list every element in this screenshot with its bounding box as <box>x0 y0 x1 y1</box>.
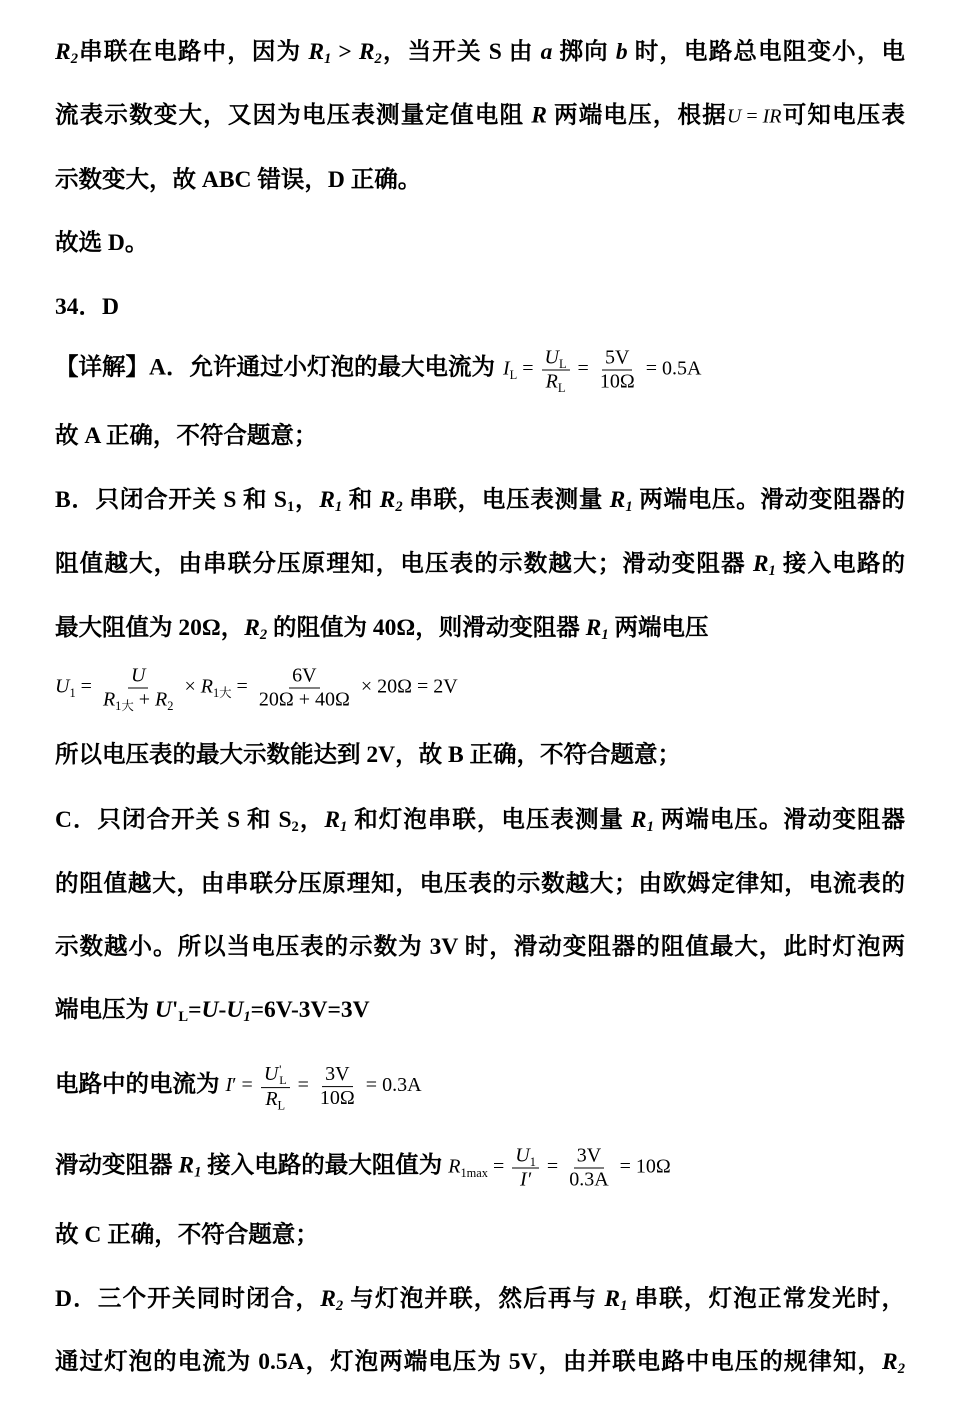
fraction <box>512 1145 539 1192</box>
variable-r: R <box>379 487 396 513</box>
operator: = <box>619 1155 631 1178</box>
text-segment: ， <box>298 807 325 833</box>
formula-max-resistance <box>448 1144 671 1191</box>
text-segment: 滑动变阻器 <box>55 1152 179 1179</box>
prime-mark: ' <box>279 1062 282 1077</box>
fraction <box>100 665 177 712</box>
operator: = <box>522 357 534 380</box>
variable-r: R <box>320 1286 336 1312</box>
operator: = <box>80 675 92 698</box>
text-segment: 两端电压，根据 <box>546 102 727 129</box>
operator: × <box>184 675 196 698</box>
variable-r: R <box>244 615 260 641</box>
text-segment: 端电压为 <box>55 997 155 1023</box>
subscript: 2 <box>167 698 174 713</box>
fraction <box>542 347 570 394</box>
subscript: 1 <box>324 51 332 68</box>
fraction-numerator <box>128 665 148 689</box>
text-segment: ，当开关 S 由 <box>381 39 541 65</box>
text-line-6 <box>55 347 905 394</box>
variable-r: R <box>55 39 71 65</box>
variable-b: b <box>615 39 628 65</box>
text-segment: D．三个开关同时闭合， <box>55 1286 321 1312</box>
fraction-numerator <box>542 347 570 371</box>
operator: = <box>297 1074 309 1097</box>
fraction-denominator <box>543 371 569 394</box>
prime-mark: ' <box>171 997 179 1023</box>
text-line-3 <box>55 164 905 196</box>
subscript: 1 <box>768 563 776 580</box>
fraction-numerator: 5V <box>602 347 632 371</box>
result-value: 0.5A <box>661 357 702 380</box>
subscript: 1 <box>646 819 654 836</box>
subscript: 2 <box>259 627 268 644</box>
variable-r: R <box>585 615 602 641</box>
fraction-denominator: 10Ω <box>319 1087 355 1110</box>
fraction <box>566 1145 611 1192</box>
fraction-denominator <box>262 1088 288 1111</box>
fraction <box>597 347 638 394</box>
subscript: L <box>557 380 566 395</box>
variable-r: R <box>545 370 558 393</box>
variable-r: R <box>630 807 647 833</box>
text-segment: 电路中的电流为 <box>55 1071 220 1098</box>
variable-r: R <box>358 39 375 65</box>
variable-r: R <box>882 1349 898 1375</box>
text-segment: 故 A 正确，不符合题意； <box>55 423 318 449</box>
operator: - <box>218 997 227 1023</box>
operator: = <box>241 1074 253 1097</box>
text-segment: 最大阻值为 20Ω， <box>55 615 245 641</box>
text-segment: 时，电路总电阻变小，电 <box>627 39 906 65</box>
result-value: 2V <box>433 675 458 698</box>
fraction-numerator: 3V <box>322 1063 352 1087</box>
text-segment: 示数越小。所以当电压表的示数为 3V 时，滑动变阻器的阻值最大，此时灯泡两 <box>55 934 905 960</box>
text-line-21 <box>55 1346 905 1378</box>
text-segment: 接入电路的最大阻值为 <box>201 1152 443 1179</box>
text-segment: 流表示数变大，又因为电压表测量定值电阻 <box>55 102 532 129</box>
text-line-1 <box>55 36 905 68</box>
text-segment: 串联在电路中，因为 <box>77 39 309 65</box>
result-value: 10Ω <box>635 1155 671 1178</box>
subscript: 2 <box>395 499 403 516</box>
text-segment: 接入电路的 <box>775 551 906 577</box>
formula-value: 20Ω <box>377 675 412 698</box>
variable-u: U <box>544 346 559 369</box>
text-segment: C．只闭合开关 S 和 S <box>55 807 292 833</box>
variable-r: R <box>324 807 341 833</box>
subscript: 2 <box>291 819 299 836</box>
text-segment: 所以电压表的最大示数能达到 2V，故 B 正确，不符合题意； <box>55 742 682 768</box>
result-value: 0.3A <box>382 1074 422 1097</box>
subscript: 1 <box>194 1164 202 1181</box>
text-segment: ， <box>294 487 320 513</box>
text-segment: 串联，灯泡正常发光时， <box>627 1286 906 1312</box>
text-line-14 <box>55 868 905 900</box>
variable-ir: IR <box>762 105 782 128</box>
subscript: L <box>178 1009 189 1026</box>
subscript: L <box>277 1098 286 1113</box>
text-line-7 <box>55 420 905 452</box>
subscript: 2 <box>897 1361 905 1378</box>
fraction-numerator: 3V <box>574 1145 604 1169</box>
subscript: 1大 <box>115 698 134 713</box>
subscript: 1 <box>286 499 295 516</box>
variable-r: R <box>178 1152 195 1179</box>
variable-r: R <box>319 487 335 513</box>
text-segment: B．只闭合开关 S 和 S <box>55 487 287 513</box>
variable-u: U <box>263 1063 279 1086</box>
fraction-denominator: 10Ω <box>599 370 635 393</box>
variable-u: U <box>55 675 70 698</box>
subscript: 1 <box>529 1154 536 1169</box>
text-segment: 阻值越大，由串联分压原理知，电压表的示数越大；滑动变阻器 <box>55 551 753 577</box>
variable-r: R <box>200 675 213 698</box>
text-segment: 故 C 正确，不符合题意； <box>55 1222 319 1248</box>
variable-u: U <box>154 997 172 1023</box>
variable-i: I <box>502 357 510 380</box>
variable-u: U <box>201 997 219 1023</box>
subscript: 1大 <box>212 685 232 700</box>
text-line-8 <box>55 484 905 516</box>
prime-mark: ′ <box>232 1074 237 1097</box>
variable-r: R <box>752 551 769 577</box>
text-segment: > <box>331 39 359 65</box>
text-segment: 两端电压 <box>608 615 709 641</box>
text-line-12 <box>55 739 905 771</box>
subscript: L <box>279 1073 287 1088</box>
fraction-denominator <box>100 689 177 712</box>
text-segment: 的阻值越大，由串联分压原理知，电压表的示数越大；由欧姆定律知，电流表的 <box>55 871 905 897</box>
text-line-16 <box>55 994 905 1026</box>
fraction <box>261 1063 290 1111</box>
subscript: 1 <box>625 499 633 516</box>
subscript: 2 <box>374 51 382 68</box>
subscript: L <box>509 367 518 382</box>
fraction <box>256 665 353 712</box>
text-segment: 34．D <box>55 294 119 320</box>
operator: = <box>746 105 758 128</box>
variable-u: U <box>515 1144 530 1167</box>
fraction-denominator: 0.3A <box>569 1168 609 1191</box>
operator: = <box>577 357 589 380</box>
text-segment: 和灯泡串联，电压表测量 <box>347 807 631 833</box>
text-segment: 通过灯泡的电流为 0.5A，灯泡两端电压为 5V，由并联电路中电压的规律知， <box>55 1349 883 1375</box>
operator: = <box>546 1155 559 1178</box>
variable-r: R <box>609 487 626 513</box>
formula-line-18 <box>55 1145 905 1192</box>
text-segment: 示数变大，故 ABC 错误，D 正确。 <box>55 167 422 193</box>
formula-line-17 <box>55 1063 905 1111</box>
fraction <box>317 1063 358 1110</box>
text-segment: 和 <box>342 487 380 513</box>
text-segment: 两端电压。滑动变阻器 <box>653 807 906 833</box>
operator: + <box>138 688 151 711</box>
text-line-10 <box>55 612 905 644</box>
text-line-4 <box>55 227 905 259</box>
variable-r: R <box>448 1155 461 1178</box>
text-segment: 掷向 <box>552 39 616 65</box>
subscript: L <box>558 356 567 371</box>
text-line-9 <box>55 548 905 580</box>
text-segment: 的阻值为 40Ω，则滑动变阻器 <box>267 615 586 641</box>
fraction-numerator: 6V <box>289 665 319 689</box>
subscript: 2 <box>70 51 78 68</box>
operator: = <box>417 675 429 698</box>
variable-a: a <box>540 39 553 65</box>
text-line-20 <box>55 1283 905 1315</box>
fraction-denominator: I′ <box>520 1168 532 1191</box>
subscript: 1 <box>340 819 348 836</box>
text-segment: 故选 D。 <box>55 230 149 256</box>
text-segment: 串联，电压表测量 <box>402 487 610 513</box>
variable-r: R <box>604 1286 621 1312</box>
variable-r: R <box>531 102 547 129</box>
subscript: 1 <box>601 627 609 644</box>
formula-line-11 <box>55 665 905 712</box>
text-segment: 与灯泡并联，然后再与 <box>343 1286 605 1312</box>
subscript: 2 <box>335 1298 344 1315</box>
superscript-subscript <box>279 1064 286 1087</box>
variable-r: R <box>265 1087 278 1110</box>
operator: = <box>365 1074 378 1097</box>
variable-r: R <box>308 39 325 65</box>
operator: = <box>492 1155 505 1178</box>
text-segment: 可知电压表 <box>781 102 906 129</box>
variable-u: U <box>130 664 146 687</box>
variable-r: R <box>102 688 116 711</box>
subscript: 1 <box>334 499 343 516</box>
subscript: 1 <box>243 1009 251 1026</box>
subscript: 1 <box>620 1298 628 1315</box>
operator: = <box>236 675 248 698</box>
text-line-13 <box>55 804 905 836</box>
variable-u: U <box>726 105 742 128</box>
variable-r: R <box>155 688 168 711</box>
subscript: 1max <box>460 1165 488 1180</box>
text-line-15 <box>55 931 905 963</box>
subscript: 1 <box>69 685 76 700</box>
operator: = <box>188 997 202 1023</box>
fraction-numerator <box>261 1063 290 1088</box>
text-line-19 <box>55 1219 905 1251</box>
fraction-denominator: 20Ω + 40Ω <box>258 688 350 711</box>
operator: × <box>360 675 373 698</box>
operator: = <box>645 357 657 380</box>
text-segment: 【详解】A．允许通过小灯泡的最大电流为 <box>55 354 495 381</box>
text-line-2 <box>55 100 905 133</box>
variable-u: U <box>226 997 244 1023</box>
fraction-numerator <box>512 1145 539 1169</box>
text-segment: =6V-3V=3V <box>250 997 370 1023</box>
text-segment: 两端电压。滑动变阻器的 <box>632 487 906 513</box>
question-number <box>55 291 905 323</box>
formula-ohms-law <box>727 106 782 128</box>
variable-i: I <box>225 1074 233 1097</box>
